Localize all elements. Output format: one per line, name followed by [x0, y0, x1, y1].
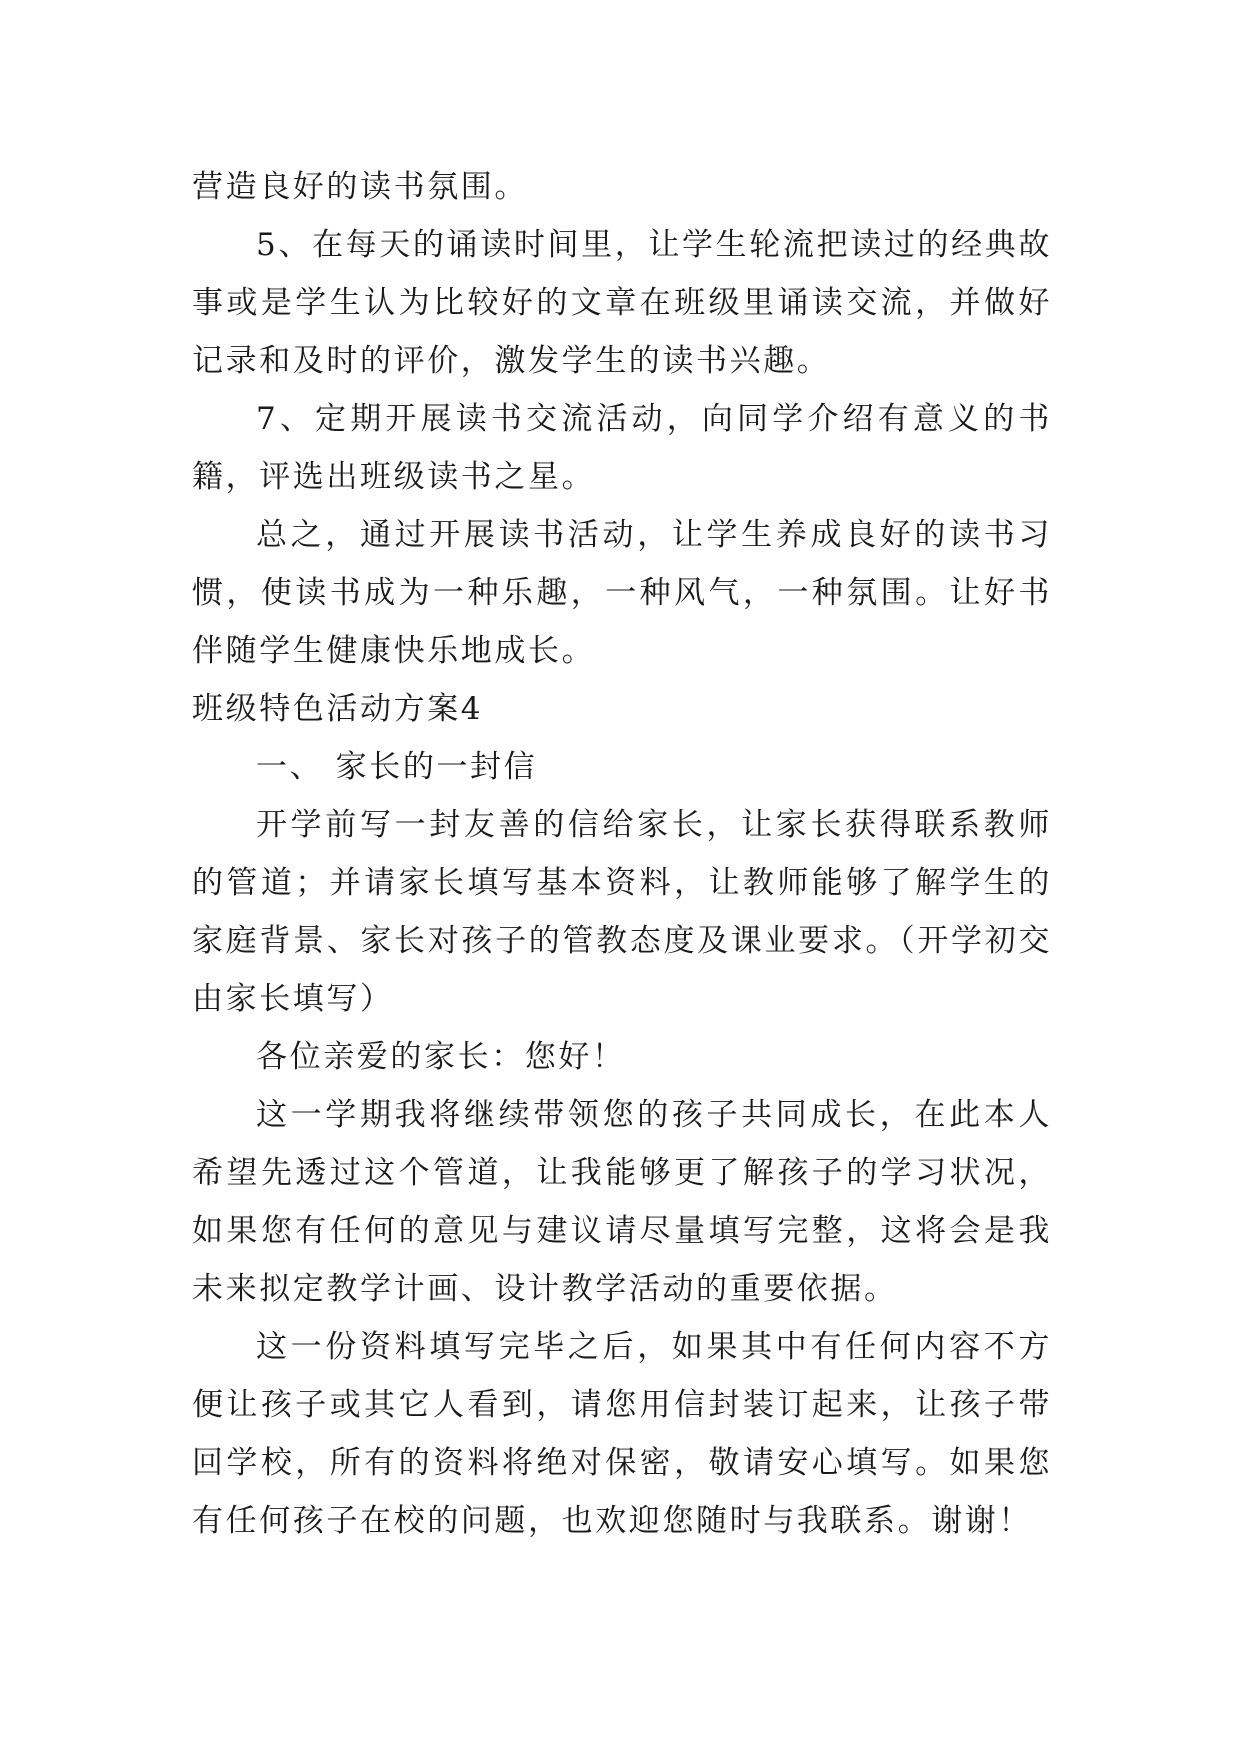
paragraph-item-7: 7、定期开展读书交流活动，向同学介绍有意义的书籍，评选出班级读书之星。: [192, 401, 1052, 495]
paragraph-item-5: 5、在每天的诵读时间里，让学生轮流把读过的经典故事或是学生认为比较好的文章在班级里诵读交流，并做好记录和及时的评价，激发学生的读书兴趣。: [192, 227, 1052, 379]
subsection-heading: 一、 家长的一封信: [256, 749, 538, 785]
letter-paragraph-1: 这一学期我将继续带领您的孩子共同成长，在此本人希望先透过这个管道，让我能够更了解孩子的学习状况，如果您有任何的意见与建议请尽量填写完整，这将会是我未来拟定教学计画、设计教学活动的重要依据。: [192, 1097, 1052, 1307]
paragraph-summary: 总之，通过开展读书活动，让学生养成良好的读书习惯，使读书成为一种乐趣，一种风气，一种氛围。让好书伴随学生健康快乐地成长。: [192, 517, 1052, 669]
section-title: 班级特色活动方案4: [192, 691, 484, 727]
paragraph-letter-intro: 开学前写一封友善的信给家长，让家长获得联系教师的管道；并请家长填写基本资料，让教师能够了解学生的家庭背景、家长对孩子的管教态度及课业要求。（开学初交由家长填写）: [192, 807, 1052, 1017]
paragraph-continuation: 营造良好的读书氛围。: [192, 169, 528, 205]
letter-paragraph-2: 这一份资料填写完毕之后，如果其中有任何内容不方便让孩子或其它人看到，请您用信封装订起来，让孩子带回学校，所有的资料将绝对保密，敬请安心填写。如果您有任何孩子在校的问题，也欢迎您随时与我联系。谢谢！: [192, 1329, 1052, 1539]
document-body: [192, 158, 1052, 1550]
letter-salutation: 各位亲爱的家长：您好！: [256, 1039, 626, 1075]
